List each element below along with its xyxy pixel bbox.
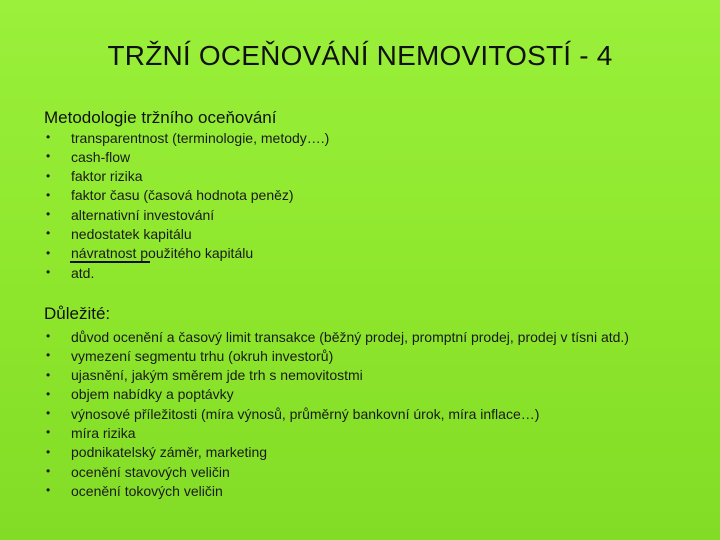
list-item: • faktor času (časová hodnota peněz) (46, 187, 294, 204)
list-item: • alternativní investování (46, 206, 215, 223)
bullet-icon: • (46, 149, 51, 164)
bullet-icon: • (46, 348, 51, 363)
page-title: TRŽNÍ OCEŇOVÁNÍ NEMOVITOSTÍ - 4 (107, 40, 613, 71)
bullet-icon: • (46, 386, 51, 401)
list-item: • vymezení segmentu trhu (okruh investorů) (46, 347, 334, 364)
section-heading-important: Důležité: (44, 304, 111, 323)
list-item: • atd. (46, 264, 95, 281)
bullet-icon: • (46, 226, 51, 241)
list-item: • nedostatek kapitálu (46, 226, 192, 242)
bullet-icon: • (46, 463, 51, 478)
list-item: • objem nabídky a poptávky (46, 386, 234, 403)
list-item: • faktor rizika (46, 168, 143, 185)
methodology-list (44, 128, 684, 282)
bullet-icon: • (46, 425, 51, 440)
important-list (44, 327, 684, 501)
list-item: • výnosové příležitosti (míra výnosů, průměrný bankovní úrok, míra inflace…) (46, 405, 540, 422)
bullet-icon: • (46, 245, 51, 260)
bullet-icon: • (46, 444, 51, 459)
section-heading-methodology: Metodologie tržního oceňování (44, 108, 277, 127)
bullet-icon: • (46, 329, 51, 343)
bullet-icon: • (46, 483, 51, 498)
bullet-icon: • (46, 406, 51, 421)
list-item: • podnikatelský záměr, marketing (46, 444, 268, 461)
list-item: • míra rizika (46, 425, 136, 441)
bullet-icon: • (46, 367, 51, 382)
bullet-icon: • (46, 264, 51, 279)
list-item: • důvod ocenění a časový limit transakce (běžný prodej, promptní prodej, prodej v tísni atd.) (46, 328, 629, 345)
bullet-icon: • (46, 207, 51, 222)
list-item: • ujasnění, jakým směrem jde trh s nemovitostmi (46, 367, 363, 384)
list-item: • transparentnost (terminologie, metody….) (46, 129, 330, 146)
underline-mark (70, 261, 150, 263)
bullet-icon: • (46, 168, 51, 183)
list-item: • návratnost použitého kapitálu (46, 245, 254, 262)
bullet-icon: • (46, 187, 51, 202)
list-item: • ocenění stavových veličin (46, 463, 230, 480)
list-item: • ocenění tokových veličin (46, 482, 223, 499)
bullet-icon: • (46, 130, 51, 144)
list-item: • cash-flow (46, 148, 131, 165)
